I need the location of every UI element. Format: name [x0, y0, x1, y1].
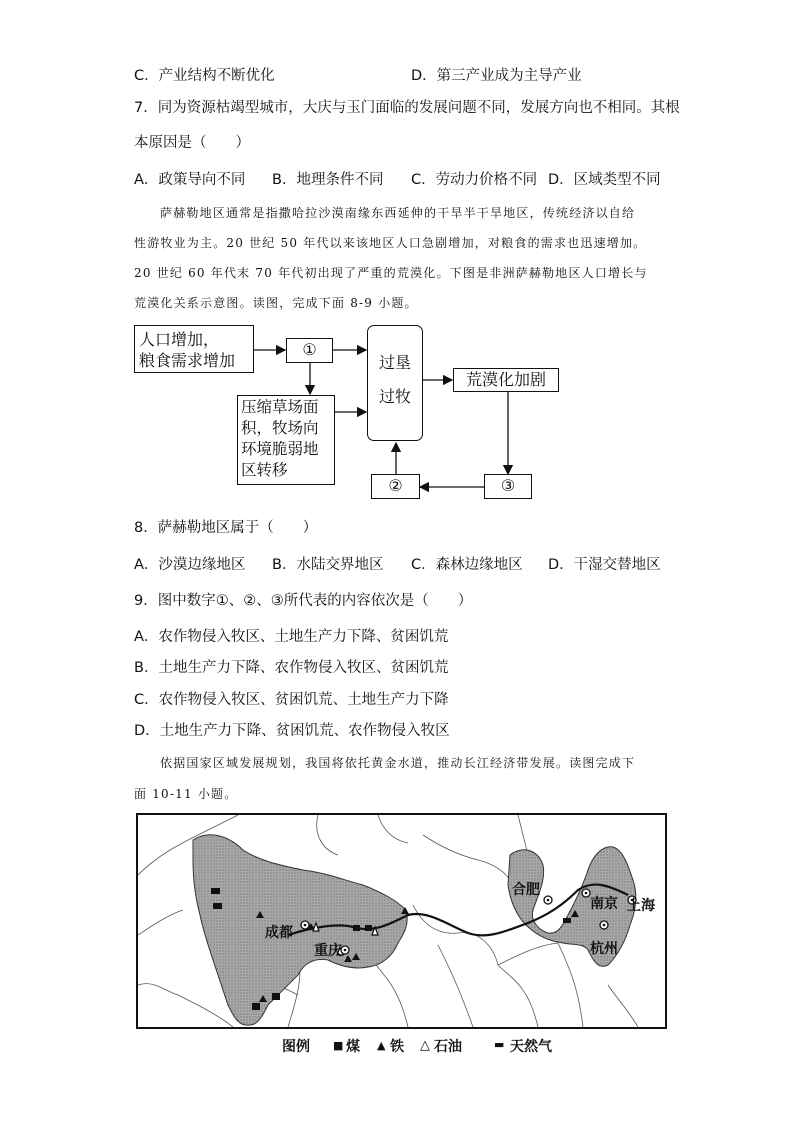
legend-iron: 铁: [390, 1039, 404, 1055]
overuse-box: [367, 325, 423, 441]
compress-pasture-box: [237, 395, 335, 485]
q8-option-d: D．干湿交替地区: [548, 557, 661, 573]
map-graphic: [138, 815, 665, 1027]
q7-stem-line1: 7．同为资源枯竭型城市，大庆与玉门面临的发展问题不同，发展方向也不相同。其根: [134, 100, 680, 116]
q7-option-c: C．劳动力价格不同: [411, 172, 538, 188]
coal-symbol: [272, 993, 280, 1000]
compress-line1: 压缩草场面: [241, 398, 319, 416]
q6-option-d: D．第三产业成为主导产业: [411, 68, 582, 84]
q8-option-a: A．沙漠边缘地区: [134, 557, 246, 573]
gas-symbol: [211, 888, 220, 894]
population-line1: 人口增加，: [139, 330, 220, 349]
q9-option-c: C．农作物侵入牧区、贫困饥荒、土地生产力下降: [134, 692, 449, 708]
compress-line3: 环境脆弱地: [241, 440, 319, 458]
legend-oil: 石油: [434, 1039, 462, 1055]
passage2-line1: 依据国家区域发展规划，我国将依托黄金水道，推动长江经济带发展。读图完成下: [160, 756, 636, 770]
city-label-hangzhou: 杭州: [590, 941, 618, 957]
city-label-chongqing: 重庆: [314, 943, 342, 959]
q6-option-c: C．产业结构不断优化: [134, 68, 275, 84]
overuse-line1: 过垦: [378, 353, 411, 372]
coal-symbol: [365, 925, 372, 931]
compress-line4: 区转移: [241, 461, 288, 479]
gas-legend-icon: ▬: [494, 1038, 505, 1051]
q9-option-d: D．土地生产力下降、贫困饥荒、农作物侵入牧区: [134, 723, 450, 739]
circle3-box: ③: [484, 474, 532, 499]
overuse-line2: 过牧: [378, 387, 411, 406]
q7-option-b: B．地理条件不同: [272, 172, 384, 188]
q7-stem-line2: 本原因是（ ）: [134, 135, 250, 151]
q7-option-d: D．区域类型不同: [548, 172, 661, 188]
coal-legend-icon: ■: [333, 1039, 344, 1052]
gas-symbol: [213, 903, 222, 909]
q9-stem: 9．图中数字①、②、③所代表的内容依次是（ ）: [134, 593, 473, 609]
passage2-line2: 面 10-11 小题。: [134, 787, 238, 801]
population-line2: 粮食需求增加: [139, 351, 236, 370]
q7-option-a: A．政策导向不同: [134, 172, 246, 188]
city-label-shanghai: 上海: [627, 898, 655, 914]
circle2-box: ②: [371, 474, 420, 499]
coal-symbol: [353, 925, 360, 931]
passage1-line2: 性游牧业为主。20 世纪 50 年代以来该地区人口急剧增加，对粮食的需求也迅速增加。: [134, 236, 647, 250]
q8-option-c: C．森林边缘地区: [411, 557, 523, 573]
oil-legend-icon: △: [420, 1038, 430, 1053]
desertification-box: 荒漠化加剧: [453, 368, 559, 392]
city-label-chengdu: 成都: [265, 925, 293, 941]
legend-title: 图例: [282, 1039, 310, 1055]
city-label-nanjing: 南京: [590, 896, 618, 912]
gas-symbol: [563, 918, 571, 923]
q8-option-b: B．水陆交界地区: [272, 557, 384, 573]
passage1-line1: 萨赫勒地区通常是指撒哈拉沙漠南缘东西延伸的干旱半干旱地区，传统经济以自给: [160, 206, 636, 220]
city-label-hefei: 合肥: [512, 882, 540, 898]
q9-option-b: B．土地生产力下降、农作物侵入牧区、贫困饥荒: [134, 660, 449, 676]
q9-option-a: A．农作物侵入牧区、土地生产力下降、贫困饥荒: [134, 629, 449, 645]
legend-gas: 天然气: [510, 1039, 552, 1055]
passage1-line4: 荒漠化关系示意图。读图，完成下面 8-9 小题。: [134, 296, 418, 310]
yangtze-economic-belt-map: [136, 813, 667, 1029]
q8-stem: 8．萨赫勒地区属于（ ）: [134, 520, 318, 536]
legend-coal: 煤: [346, 1039, 360, 1055]
compress-line2: 积，牧场向: [241, 419, 319, 437]
circle1-box: ①: [286, 338, 333, 363]
iron-legend-icon: ▲: [377, 1039, 386, 1052]
population-box: [134, 325, 254, 373]
passage1-line3: 20 世纪 60 年代末 70 年代初出现了严重的荒漠化。下图是非洲萨赫勒地区人口增长与: [134, 266, 648, 280]
coal-symbol: [252, 1003, 260, 1010]
